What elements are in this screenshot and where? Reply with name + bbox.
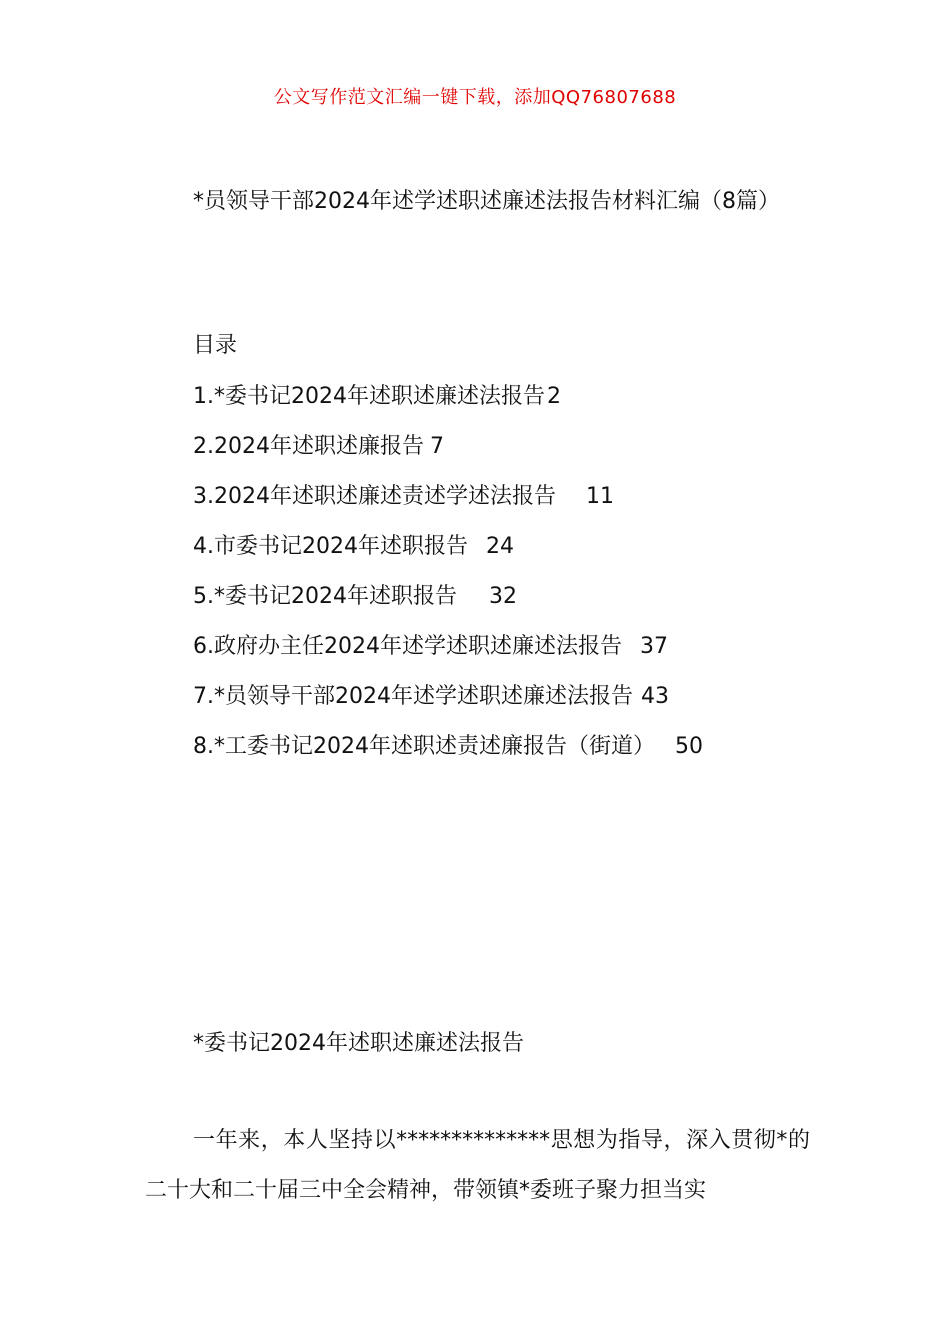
toc-item-label: 8.*工委书记2024年述职述责述廉报告（街道）: [193, 734, 655, 759]
body-paragraph: 一年来，本人坚持以**************思想为指导，深入贯彻*的二十大和二十届三中全会精神，带领镇*委班子聚力担当实: [145, 1128, 810, 1203]
toc-list: [193, 372, 813, 772]
toc-item[interactable]: [193, 522, 813, 572]
toc-item-page: 7: [429, 434, 444, 459]
toc-item-page: 32: [488, 584, 517, 609]
toc-item-page: 37: [639, 634, 668, 659]
toc-item[interactable]: [193, 672, 813, 722]
toc-item-label: 2.2024年述职述廉报告: [193, 434, 424, 459]
toc-item[interactable]: [193, 422, 813, 472]
toc-item-page: 2: [546, 384, 561, 409]
toc-item-page: 24: [485, 534, 514, 559]
toc-item-label: 3.2024年述职述廉述责述学述法报告: [193, 484, 556, 509]
toc-heading: 目录: [193, 333, 238, 358]
toc-item[interactable]: [193, 622, 813, 672]
toc-item-label: 4.市委书记2024年述职报告: [193, 534, 468, 559]
toc-item-label: 1.*委书记2024年述职述廉述法报告: [193, 384, 545, 409]
document-title: *员领导干部2024年述学述职述廉述法报告材料汇编（8篇）: [193, 189, 780, 214]
toc-item-page: 11: [585, 484, 614, 509]
toc-item[interactable]: [193, 572, 813, 622]
table-of-contents: [193, 322, 813, 772]
toc-item-page: 43: [640, 684, 669, 709]
toc-item-label: 5.*委书记2024年述职报告: [193, 584, 457, 609]
section-title: *委书记2024年述职述廉述法报告: [193, 1031, 524, 1056]
toc-item[interactable]: [193, 722, 813, 772]
download-promo-note: 公文写作范文汇编一键下载，添加QQ76807688: [273, 87, 677, 108]
toc-item[interactable]: [193, 372, 813, 422]
toc-item-page: 50: [674, 734, 703, 759]
toc-item[interactable]: [193, 472, 813, 522]
toc-item-label: 6.政府办主任2024年述学述职述廉述法报告: [193, 634, 622, 659]
toc-item-label: 7.*员领导干部2024年述学述职述廉述法报告: [193, 684, 633, 709]
